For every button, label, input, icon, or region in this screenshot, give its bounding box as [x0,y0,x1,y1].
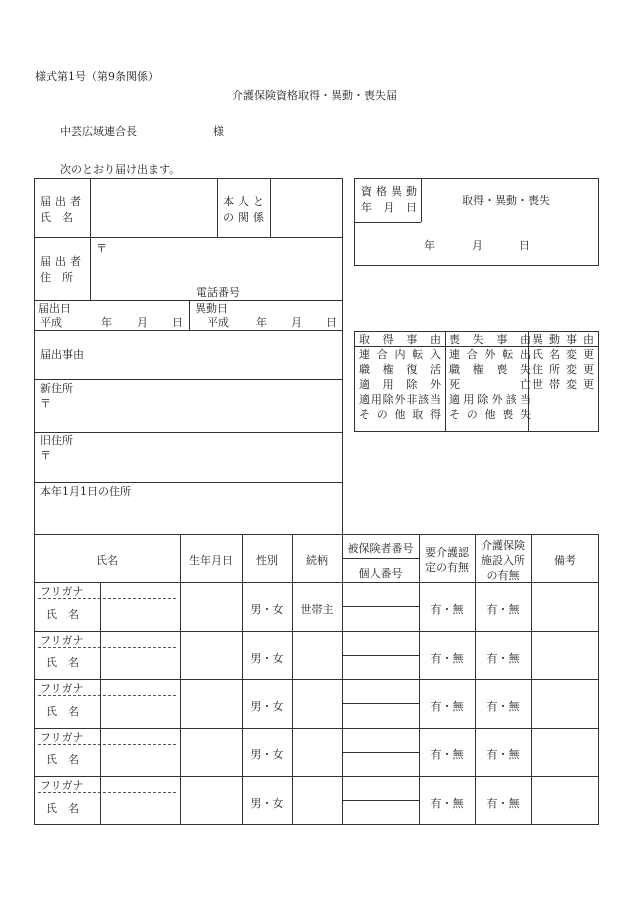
header-relation: 続柄 [306,554,328,567]
jan1-address-label: 本年1月1日の住所 [40,485,131,498]
reason-change: 住所変更 [532,363,594,376]
reason-acquire: その他取得 [359,408,441,421]
applicant-address-label-2: 住 所 [40,271,73,284]
filed-year-unit: 年 [101,316,112,329]
divider [292,534,293,825]
applicant-name-field[interactable] [91,179,216,236]
care-cert-options[interactable]: 有・無 [430,652,464,665]
reason-header-change: 異動事由 [532,333,594,346]
divider [354,346,599,347]
facility-options[interactable]: 有・無 [486,797,520,810]
header-care-cert: 要介護認 [425,546,469,559]
gender-options[interactable]: 男・女 [250,700,284,713]
phone-label: 電話番号 [196,286,240,299]
reason-acquire: 職権復活 [359,363,441,376]
furigana-separator [38,792,176,793]
status-date-label: 資格異動 [361,185,421,198]
change-date-label: 異動日 [195,302,228,315]
filed-date-era: 平成 [40,316,62,329]
change-month-unit: 月 [291,316,302,329]
divider [531,534,532,825]
old-address-label: 旧住所 [40,434,73,447]
form-number: 様式第1号（第9条関係） [35,70,159,83]
furigana-label: フリガナ [40,634,84,647]
header-birth: 生年月日 [189,554,233,567]
name-label: 氏 名 [46,608,79,621]
divider [34,482,343,483]
reason-label: 届出事由 [40,348,84,361]
reason-lose: 死 亡 [449,378,531,391]
status-year-unit: 年 [424,239,435,252]
furigana-separator [38,598,176,599]
facility-options[interactable]: 有・無 [486,700,520,713]
facility-options[interactable]: 有・無 [486,748,520,761]
new-address-postal: 〒 [40,397,51,410]
divider [342,752,419,753]
divider [342,800,419,801]
furigana-separator [38,695,176,696]
furigana-label: フリガナ [40,682,84,695]
reason-lose: 連合外転出 [449,348,531,361]
reason-change: 氏名変更 [532,348,594,361]
gender-options[interactable]: 男・女 [250,797,284,810]
divider [100,582,101,631]
reason-header-acquire: 取得事由 [359,333,441,346]
furigana-separator [38,647,176,648]
gender-options[interactable]: 男・女 [250,748,284,761]
divider [354,222,421,223]
header-personal-number: 個人番号 [358,567,403,580]
gender-options[interactable]: 男・女 [250,652,284,665]
name-label: 氏 名 [46,705,79,718]
header-name: 氏名 [96,554,118,567]
divider [34,330,343,331]
header-gender: 性別 [256,554,278,567]
name-label: 氏 名 [46,753,79,766]
divider [342,558,419,559]
divider [189,300,190,330]
new-address-label: 新住所 [40,382,73,395]
change-date-era: 平成 [207,316,229,329]
intro-text: 次のとおり届け出ます。 [60,163,181,176]
care-cert-options[interactable]: 有・無 [430,797,464,810]
divider [100,631,101,679]
divider [342,703,419,704]
header-notes: 備考 [554,554,576,567]
status-date-label-2: 年 月 日 [361,201,421,214]
divider [34,728,599,729]
divider [34,631,599,632]
relation-value: 世帯主 [300,603,334,616]
reason-lose: 職権喪失 [449,363,531,376]
filed-date-label: 届出日 [38,302,71,315]
divider [242,534,243,825]
reason-acquire: 適用除外 [359,378,441,391]
furigana-label: フリガナ [40,779,84,792]
header-care-cert-2: 定の有無 [425,561,469,574]
reason-lose: その他喪失 [449,408,531,421]
header-insured-number: 被保険者番号 [347,542,414,555]
divider [34,679,599,680]
furigana-label: フリガナ [40,585,84,598]
divider [34,432,343,433]
applicant-address-label: 届出者 [40,255,85,268]
old-address-postal: 〒 [40,449,51,462]
relation-label: 本人と [223,195,268,208]
filed-month-unit: 月 [137,316,148,329]
care-cert-options[interactable]: 有・無 [430,603,464,616]
divider [342,655,419,656]
reason-change: 世帯変更 [532,378,594,391]
status-day-unit: 日 [519,239,530,252]
reason-acquire: 適用除外非該当 [359,393,441,406]
status-month-unit: 月 [472,239,483,252]
facility-options[interactable]: 有・無 [486,603,520,616]
care-cert-options[interactable]: 有・無 [430,748,464,761]
reason-acquire: 連合内転入 [359,348,441,361]
name-label: 氏 名 [46,802,79,815]
header-facility-3: の有無 [486,569,520,582]
furigana-label: フリガナ [40,731,84,744]
divider [100,679,101,728]
name-label: 氏 名 [46,656,79,669]
divider [217,178,218,237]
page-title: 介護保険資格取得・異動・喪失届 [232,89,397,102]
reason-header-lose: 喪失事由 [449,333,531,346]
divider [419,534,420,825]
applicant-name-label: 届出者 [40,195,85,208]
gender-options[interactable]: 男・女 [250,603,284,616]
divider [421,178,422,222]
header-facility: 介護保険 [481,539,525,552]
change-day-unit: 日 [326,316,337,329]
divider [342,606,419,607]
filed-day-unit: 日 [172,316,183,329]
change-year-unit: 年 [256,316,267,329]
facility-options[interactable]: 有・無 [486,652,520,665]
care-cert-options[interactable]: 有・無 [430,700,464,713]
relation-field[interactable] [271,179,342,236]
status-options[interactable]: 取得・異動・喪失 [462,194,550,207]
honorific: 様 [213,125,224,138]
relation-label-2: の関係 [223,211,268,224]
reason-lose: 適用除外該当 [449,393,531,406]
furigana-separator [38,744,176,745]
addressee: 中芸広域連合長 [60,125,137,138]
divider [100,728,101,776]
divider [34,776,599,777]
applicant-name-label-2: 氏 名 [40,211,73,224]
postal-mark: 〒 [96,242,107,255]
divider [34,379,343,380]
header-facility-2: 施設入所 [481,554,525,567]
divider [180,534,181,825]
divider [100,776,101,825]
